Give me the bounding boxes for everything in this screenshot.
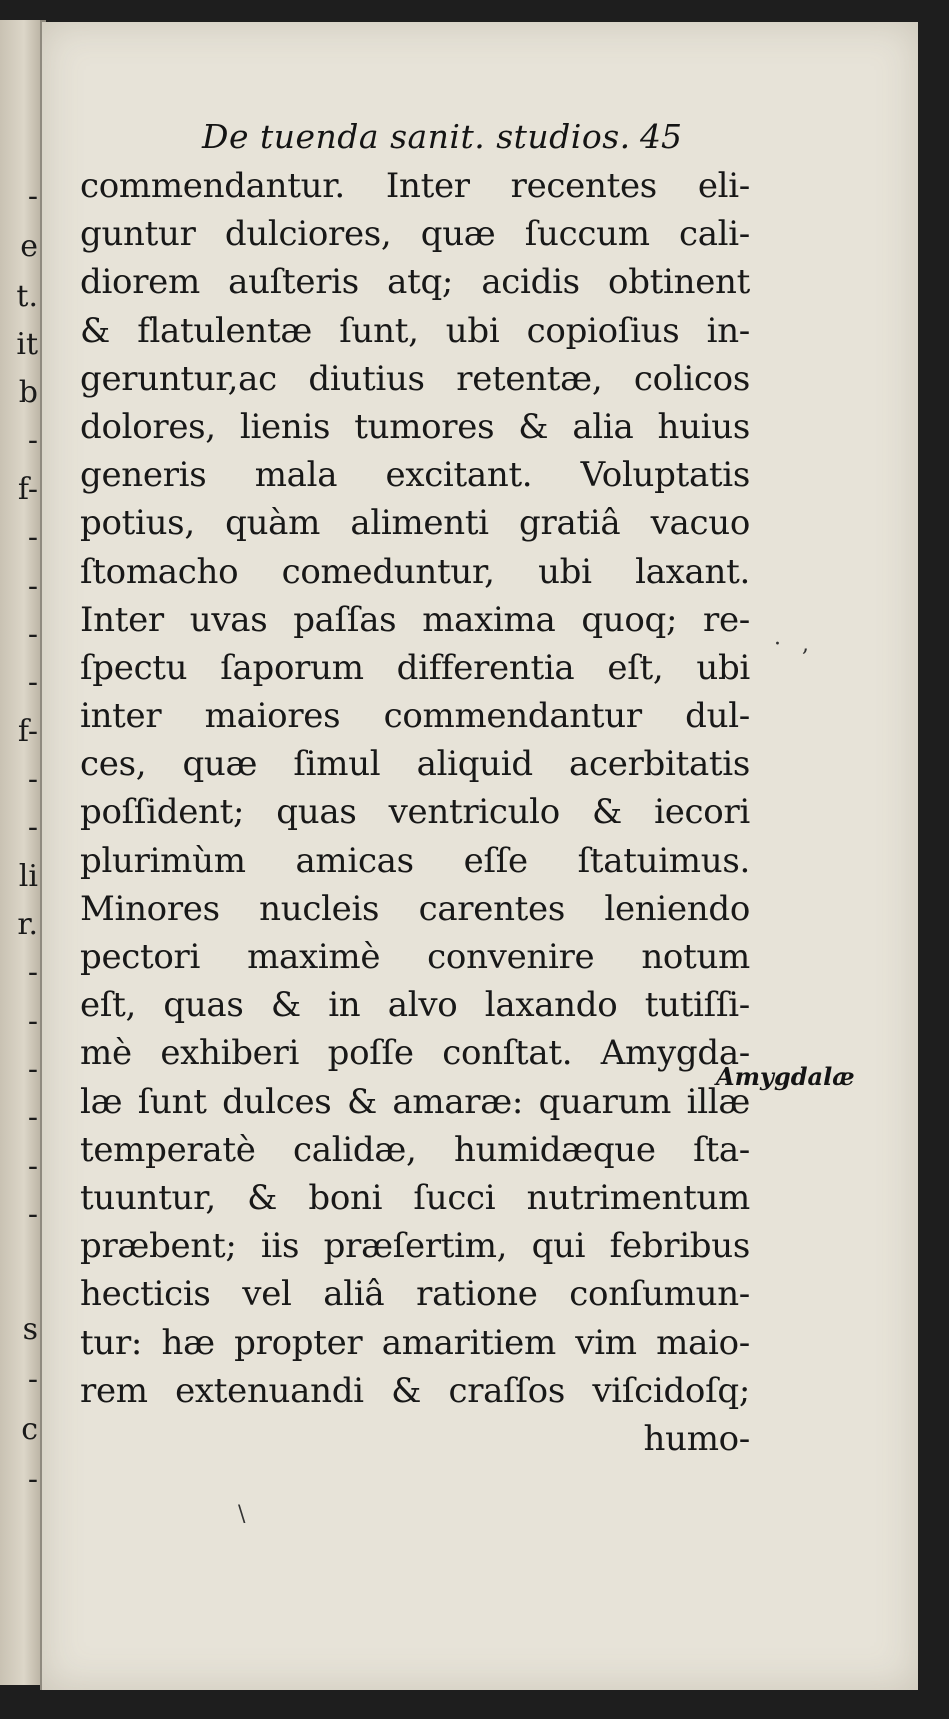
- page-header: [42, 117, 918, 167]
- adjacent-page-fragment: b: [18, 375, 38, 410]
- text-line: temperatè calidæ, humidæque ſta-: [80, 1129, 750, 1170]
- text-line: ſpectu ſaporum differentia eſt, ubi: [80, 647, 750, 688]
- adjacent-page-fragment: -: [27, 520, 38, 555]
- adjacent-page-fragment: -: [27, 955, 38, 990]
- text-line: mè exhiberi poſſe conſtat. Amygda-: [80, 1033, 750, 1074]
- adjacent-page-fragment: -: [27, 617, 38, 652]
- text-line: commendantur. Inter recentes eli-: [80, 166, 750, 206]
- text-line: diorem auſteris atq; acidis obtinent: [80, 262, 750, 303]
- text-line: geruntur,ac diutius retentæ, colicos: [80, 358, 750, 399]
- text-line: tuuntur, & boni ſucci nutrimentum: [80, 1177, 750, 1218]
- adjacent-page-fragment: -: [27, 762, 38, 797]
- text-line: poſſident; quas ventriculo & iecori: [80, 792, 750, 833]
- text-line: hecticis vel aliâ ratione conſumun-: [80, 1274, 750, 1315]
- adjacent-page-fragment: e: [20, 229, 38, 264]
- text-line: tur: hæ propter amaritiem vim maio-: [80, 1322, 750, 1363]
- text-line: plurimùm amicas eſſe ſtatuimus.: [80, 840, 750, 881]
- text-line: & flatulentæ ſunt, ubi copioſius in-: [80, 310, 750, 351]
- text-line: potius, quàm alimenti gratiâ vacuo: [80, 503, 750, 544]
- text-line: inter maiores commendantur dul-: [80, 696, 750, 737]
- ink-speck: \: [238, 1502, 246, 1527]
- text-line: læ ſunt dulces & amaræ: quarum illæ: [80, 1081, 750, 1122]
- adjacent-page-fragment: -: [27, 1197, 38, 1232]
- adjacent-page-fragment: s: [22, 1312, 38, 1347]
- adjacent-page-fragment: -: [27, 1149, 38, 1184]
- text-line: rem extenuandi & craſſos viſcidoſq;: [80, 1370, 750, 1411]
- ink-speck: ·: [774, 632, 781, 657]
- book-page: [42, 22, 918, 1690]
- catchword: humo-: [643, 1418, 750, 1459]
- text-line: dolores, lienis tumores & alia huius: [80, 406, 750, 447]
- text-line: præbent; iis præſertim, qui febribus: [80, 1226, 750, 1267]
- adjacent-page-fragment: -: [27, 810, 38, 845]
- adjacent-page-fragment: c: [21, 1412, 38, 1447]
- adjacent-page-fragment: -: [27, 1100, 38, 1135]
- body-text: [80, 162, 750, 1463]
- adjacent-page-fragment: -: [27, 179, 38, 214]
- ink-speck: ,: [802, 632, 809, 657]
- adjacent-page-fragment: -: [27, 423, 38, 458]
- text-line: pectori maximè convenire notum: [80, 937, 750, 977]
- adjacent-page-fragment: -: [27, 1052, 38, 1087]
- text-line: Inter uvas paſſas maxima quoq; re-: [80, 599, 750, 640]
- marginal-note: Amygdalæ: [716, 1062, 855, 1091]
- text-line: ces, quæ ſimul aliquid acerbitatis: [80, 744, 750, 785]
- text-line: Minores nucleis carentes leniendo: [80, 888, 750, 929]
- text-line: eſt, quas & in alvo laxando tutiſſi-: [80, 985, 750, 1026]
- adjacent-page-fragment: -: [27, 1004, 38, 1039]
- adjacent-page-fragment: -: [27, 1362, 38, 1397]
- adjacent-page-fragment: li: [18, 859, 38, 894]
- running-title: De tuenda sanit. studios.: [202, 117, 631, 156]
- adjacent-page-fragment: r.: [17, 907, 38, 942]
- adjacent-page-fragment: t.: [16, 279, 38, 314]
- adjacent-page-fragment: f-: [17, 714, 38, 749]
- adjacent-page-fragment: f-: [17, 472, 38, 507]
- adjacent-page-fragment: -: [27, 665, 38, 700]
- adjacent-page-fragment: -: [27, 1462, 38, 1497]
- text-line: ſtomacho comeduntur, ubi laxant.: [80, 551, 750, 592]
- text-line: guntur dulciores, quæ ſuccum cali-: [80, 214, 750, 255]
- adjacent-page-fragment: -: [27, 569, 38, 604]
- adjacent-page-strip: [0, 20, 40, 1685]
- text-line: generis mala excitant. Voluptatis: [80, 455, 750, 496]
- adjacent-page-fragment: it: [16, 327, 38, 362]
- page-number: 45: [640, 117, 682, 156]
